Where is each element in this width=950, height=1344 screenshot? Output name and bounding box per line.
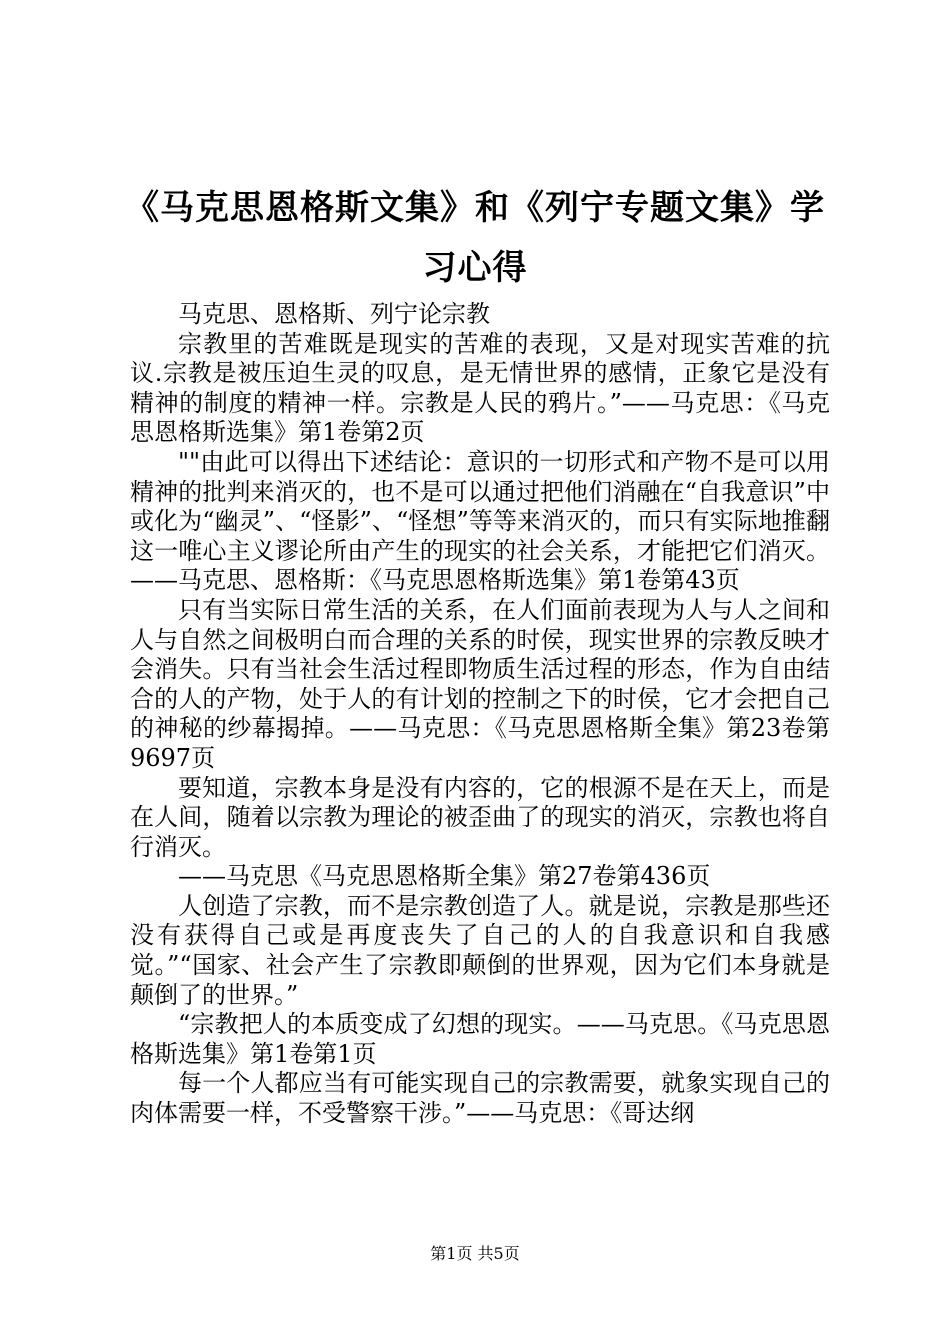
paragraph-quote-7: 每一个人都应当有可能实现自己的宗教需要，就象实现自己的肉体需要一样，不受警察干涉。”——马克思：《哥达纲 <box>130 1069 830 1128</box>
document-title: 《马克思恩格斯文集》和《列宁专题文集》学习心得 <box>125 188 825 288</box>
document-body <box>130 300 830 1129</box>
paragraph-quote-1: 宗教里的苦难既是现实的苦难的表现，又是对现实苦难的抗议.宗教是被压迫生灵的叹息，是无情世界的感情，正象它是没有精神的制度的精神一样。宗教是人民的鸦片。”——马克思：《马克思恩格斯选集》第1卷第2页 <box>130 329 830 447</box>
paragraph-quote-4: 要知道，宗教本身是没有内容的，它的根源不是在天上，而是在人间，随着以宗教为理论的被歪曲了的现实的消灭，宗教也将自行消灭。 <box>130 773 830 861</box>
paragraph-quote-2: ""由此可以得出下述结论：意识的一切形式和产物不是可以用精神的批判来消灭的，也不是可以通过把他们消融在“自我意识”中或化为“幽灵”、“怪影”、“怪想”等等来消灭的，而只有实际地推翻这一唯心主义谬论所由产生的现实的社会关系，才能把它们消灭。——马克思、恩格斯：《马克思恩格斯选集》第1卷第43页 <box>130 447 830 595</box>
paragraph-attribution: ——马克思《马克思恩格斯全集》第27卷第436页 <box>178 862 711 891</box>
paragraph-quote-3: 只有当实际日常生活的关系，在人们面前表现为人与人之间和人与自然之间极明白而合理的关系的时侯，现实世界的宗教反映才会消失。只有当社会生活过程即物质生活过程的形态，作为自由结合的人的产物，处于人的有计划的控制之下的时侯，它才会把自己的神秘的纱幕揭掉。——马克思：《马克思恩格斯全集》第23卷第9697页 <box>130 595 830 772</box>
paragraph-quote-5: 人创造了宗教，而不是宗教创造了人。就是说，宗教是那些还没有获得自己或是再度丧失了自己的人的自我意识和自我感觉。”“国家、社会产生了宗教即颠倒的世界观，因为它们本身就是颠倒了的世界。” <box>130 891 830 1009</box>
paragraph-quote-6: “宗教把人的本质变成了幻想的现实。——马克思。《马克思恩格斯选集》第1卷第1页 <box>130 1010 830 1068</box>
paragraph-heading: 马克思、恩格斯、列宁论宗教 <box>178 300 490 328</box>
page-footer: 第1页 共5页 <box>430 1244 520 1263</box>
